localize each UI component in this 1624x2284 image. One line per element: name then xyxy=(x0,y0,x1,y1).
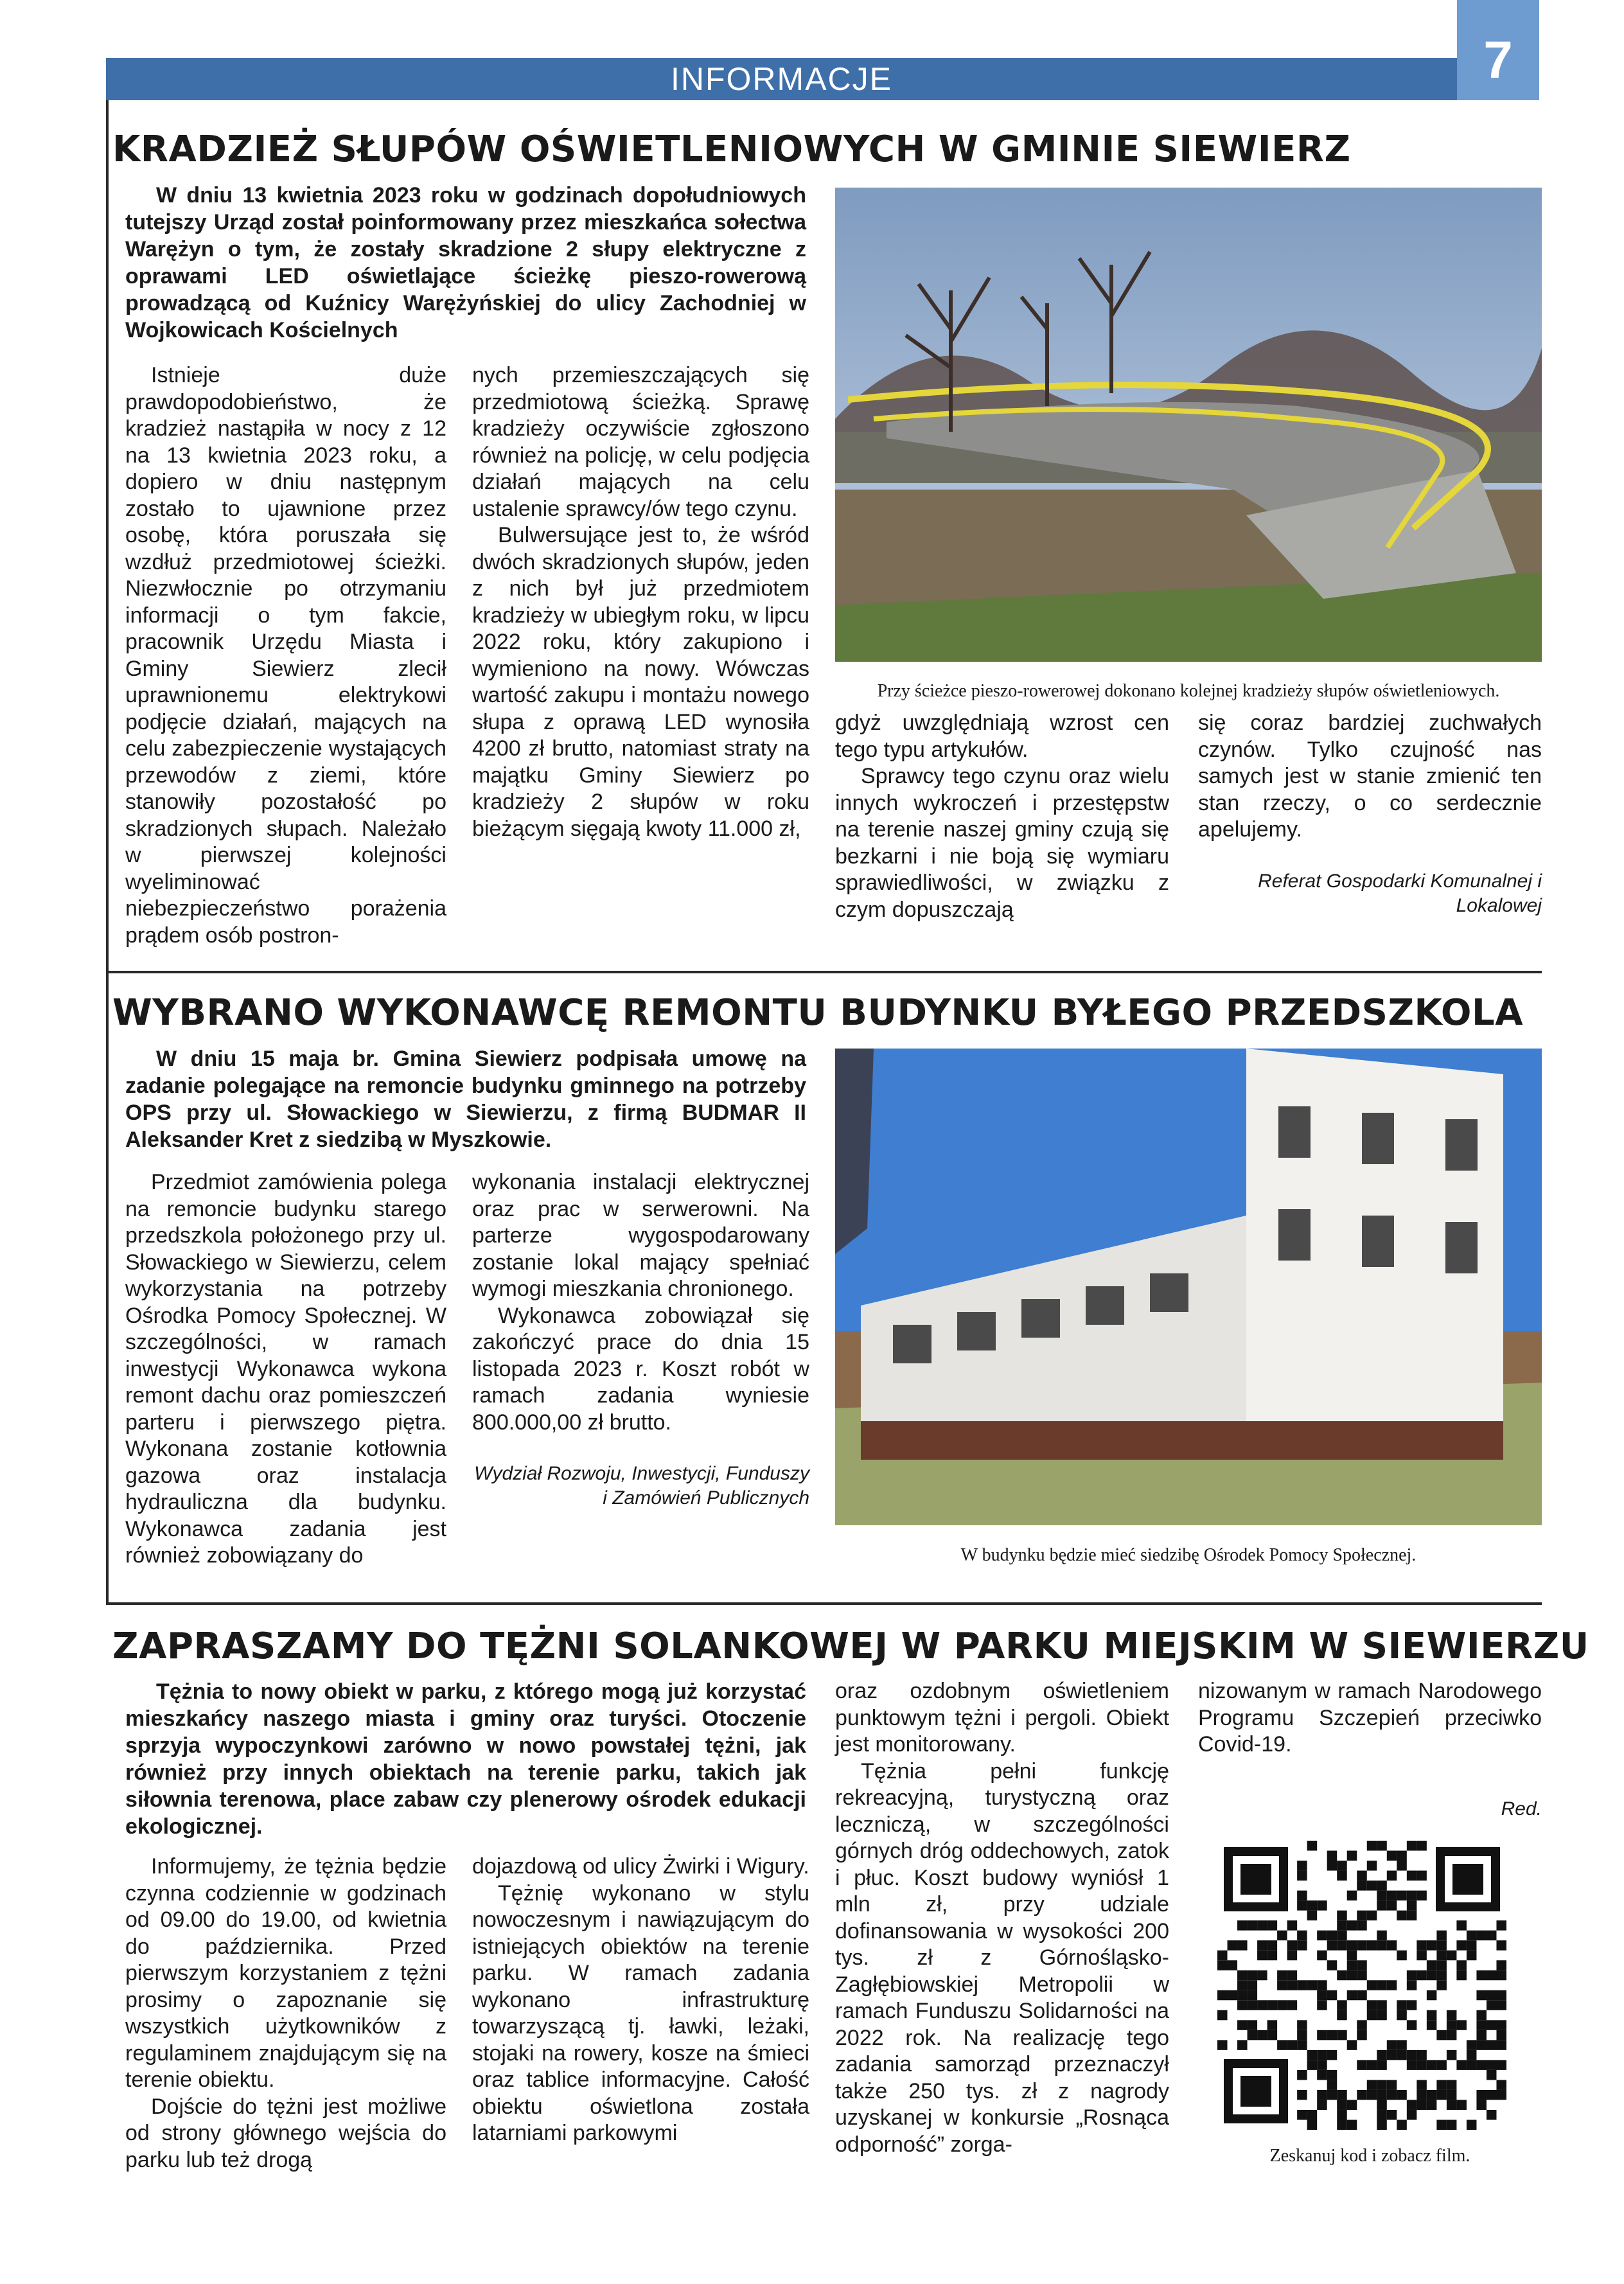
article3-col1-para-1: Informujemy, że tężnia będzie czynna codziennie w godzinach od 09.00 do 19.00, od kwietnia do października. Przed pierwszym korzystaniem z tężni prosimy o zapoznanie się wszystkich użytkowników z regulaminem znajdującym się na terenie obiektu. xyxy=(125,1854,446,2092)
article2-lead xyxy=(125,1045,806,1153)
article2-column-2 xyxy=(472,1169,809,1510)
article1-col2-para-1: nych przemieszczających się przedmiotową ścieżką. Sprawę kradzieży oczywiście zgłoszono również na policję, w celu podjęcia działań mających na celu ustalenie sprawcy/ów tego czynu. xyxy=(472,363,809,521)
article2-title: WYBRANO WYKONAWCĘ REMONTU BUDYNKU BYŁEGO PRZEDSZKOLA xyxy=(112,992,1524,1034)
article2-lead-text: W dniu 15 maja br. Gmina Siewierz podpisała umowę na zadanie polegające na remoncie budynku gminnego na potrzeby OPS przy ul. Słowackiego w Siewierzu, z firmą BUDMAR II Aleksander Kret z siedzibą w Myszkowie. xyxy=(125,1047,806,1152)
article3-col3-para-2: Tężnia pełni funkcję rekreacyjną, turystyczną oraz leczniczą, w szczególności górnych dróg oddechowych, zatok i płuc. Koszt budowy wyniósł 1 mln zł, przy udziale dofinansowania w wysokości 200 tys. zł z Górnośląsko-Zagłębiowskiej Metropolii w ramach Funduszu Solidarności na 2022 rok. Na realizację tego zadania samorząd przeznaczył także 250 tys. zł z nagrody uzyskanej w konkursie „Rosnąca odporność” zorga- xyxy=(835,1758,1169,2157)
qr-code[interactable] xyxy=(1217,1841,1506,2130)
qr-code-graphic xyxy=(1217,1841,1506,2130)
article3-col2-para-1: dojazdową od ulicy Żwirki i Wigury. xyxy=(472,1854,809,1879)
building-photo xyxy=(835,1049,1542,1525)
article2-col2-para-2: Wykonawca zobowiązał się zakończyć prace do dnia 15 listopada 2023 r. Koszt robót w ramach zadania wyniesie 800.000,00 zł brutto. xyxy=(472,1303,809,1435)
article1-column-3 xyxy=(835,710,1169,923)
divider-rule-2 xyxy=(106,1602,1542,1605)
article3-column-2 xyxy=(472,1854,809,2147)
article1-col3-para-2: Sprawcy tego czynu oraz wielu innych wykroczeń i przestępstw na terenie naszej gminy czują się bezkarni i nie boją się wymiaru sprawiedliwości, w związku z czym dopuszczają xyxy=(835,764,1169,922)
article1-col2-para-2: Bulwersujące jest to, że wśród dwóch skradzionych słupów, jeden z nich był już przedmiotem kradzieży w ubiegłym roku, w lipcu 2022 roku, który zakupiono i wymieniono na nowy. Wówczas wartość zakupu i montażu nowego słupa z oprawą LED wynosiła 4200 zł brutto, natomiast straty na majątku Gminy Siewierz po kradzieży 2 słupów w roku bieżącym sięgają kwoty 11.000 zł, xyxy=(472,523,809,841)
article3-column-3 xyxy=(835,1678,1169,2158)
article2-column-1 xyxy=(125,1169,446,1570)
article1-signature: Referat Gospodarki Komunalnej i Lokalowej xyxy=(1258,870,1542,916)
frame-left-rule-1 xyxy=(106,100,109,971)
article1-col3-para-1: gdyż uwzględniają wzrost cen tego typu artykułów. xyxy=(835,711,1169,762)
section-title: INFORMACJE xyxy=(671,61,892,97)
qr-caption: Zeskanuj kod i zobacz film. xyxy=(1269,2146,1470,2166)
article3-lead xyxy=(125,1678,806,1840)
article3-col4-para-1: nizowanym w ramach Narodowego Programu Szczepień przeciwko Covid-19. xyxy=(1198,1679,1542,1757)
article3-col1-para-2: Dojście do tężni jest możliwe od strony głównego wejścia do parku lub też drogą xyxy=(125,2094,446,2172)
article1-col4-para-1: się coraz bardziej zuchwałych czynów. Tylko czujność nas samych jest w stanie zmienić ten stan rzeczy, o co serdecznie apelujemy. xyxy=(1198,711,1542,842)
article1-lead-text: W dniu 13 kwietnia 2023 roku w godzinach dopołudniowych tutejszy Urząd został poinformowany przez mieszkańca sołectwa Warężyn o tym, że zostały skradzione 2 słupy elektryczne z oprawami LED oświetlające ścieżkę pieszo-rowerową prowadzącą od Kuźnicy Warężyńskiej do ulicy Zachodniej w Wojkowicach Kościelnych xyxy=(125,183,806,342)
article1-column-4 xyxy=(1198,710,1542,918)
article2-col1-para-1: Przedmiot zamówienia polega na remoncie budynku starego przedszkola położonego przy ul. Słowackiego w Siewierzu, celem wykorzystania na potrzeby Ośrodka Pomocy Społecznej. W szczególności, w ramach inwestycji Wykonawca wykona remont dachu oraz pomieszczeń parteru i pierwszego piętra. Wykonana zostanie kotłownia gazowa oraz instalacja hydrauliczna dla budynku. Wykonawca zadania jest również zobowiązany do xyxy=(125,1170,446,1568)
article3-column-1 xyxy=(125,1854,446,2173)
article2-col2-para-1: wykonania instalacji elektrycznej oraz prac w serwerowni. Na parterze wygospodarowany zostanie lokal mający spełniać wymogi mieszkania chronionego. xyxy=(472,1170,809,1301)
article1-col1-para-1: Istnieje duże prawdopodobieństwo, że kradzież nastąpiła w nocy z 12 na 13 kwietnia 2023 roku, a dopiero w dniu następnym zostało to ujawnione przez osobę, która poruszała się wzdłuż przedmiotowej ścieżki. Niezwłocznie po otrzymaniu informacji o tym fakcie, pracownik Urzędu Miasta i Gminy Siewierz zlecił uprawnionemu elektrykowi podjęcie działań, mających na celu zabezpieczenie wystających przewodów z ziemi, które stanowiły pozostałość po skradzionych słupach. Należało w pierwszej kolejności wyeliminować niebezpieczeństwo porażenia prądem osób postron- xyxy=(125,363,446,948)
article1-column-2 xyxy=(472,362,809,842)
article1-lead xyxy=(125,182,806,344)
bridge-photo-illustration xyxy=(835,188,1542,662)
page-number: 7 xyxy=(1457,0,1539,100)
article2-signature: Wydział Rozwoju, Inwestycji, Funduszy i Zamówień Publicznych xyxy=(474,1463,809,1509)
article3-col2-para-2: Tężnię wykonano w stylu nowoczesnym i nawiązującym do istniejących obiektów na terenie parku. W ramach zadania wykonano infrastrukturę towarzyszącą tj. ławki, leżaki, stojaki na rowery, kosze na śmieci oraz tablice informacyjne. Całość obiektu oświetlona została latarniami parkowymi xyxy=(472,1881,809,2145)
building-photo-caption: W budynku będzie mieć siedzibę Ośrodek Pomocy Społecznej. xyxy=(960,1545,1417,1565)
article3-col3-para-1: oraz ozdobnym oświetleniem punktowym tężni i pergoli. Obiekt jest monitorowany. xyxy=(835,1679,1169,1757)
frame-left-rule-2 xyxy=(106,971,109,1604)
bridge-photo-caption: Przy ścieżce pieszo-rowerowej dokonano kolejnej kradzieży słupów oświetleniowych. xyxy=(877,681,1500,701)
bridge-photo xyxy=(835,188,1542,662)
article1-title: KRADZIEŻ SŁUPÓW OŚWIETLENIOWYCH W GMINIE SIEWIERZ xyxy=(112,128,1351,170)
article1-column-1 xyxy=(125,362,446,949)
article3-title: ZAPRASZAMY DO TĘŻNI SOLANKOWEJ W PARKU MIEJSKIM W SIEWIERZU xyxy=(112,1625,1589,1667)
section-header xyxy=(106,58,1457,100)
article3-column-4 xyxy=(1198,1678,1542,1821)
article3-lead-text: Tężnia to nowy obiekt w parku, z którego mogą już korzystać mieszkańcy naszego miasta i gminy oraz turyści. Otoczenie sprzyja wypoczynkowi zarówno w nowo powstałej tężni, jak również przy innych obiektach na terenie parku, takich jak siłownia terenowa, place zabaw czy plenerowy ośrodek edukacji ekologicznej. xyxy=(125,1679,806,1839)
divider-rule-1 xyxy=(106,971,1542,973)
article3-signature: Red. xyxy=(1501,1798,1542,1819)
building-photo-illustration xyxy=(835,1049,1542,1525)
